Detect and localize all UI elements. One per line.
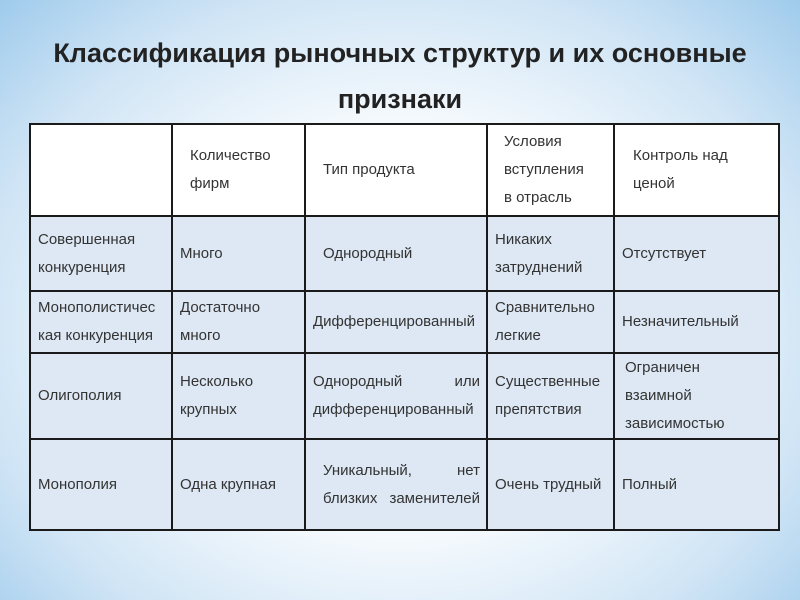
table-cell: Полный [614, 439, 779, 530]
table-cell: Ограничен взаимной зависимостью [614, 353, 779, 439]
table-cell: Дифференцированный [305, 291, 487, 353]
table-cell: Однородный [305, 216, 487, 291]
table-row [30, 353, 779, 439]
row-label: Совершенная конкуренция [30, 216, 172, 291]
table-cell: Уникальный, нет близких заменителей [305, 439, 487, 530]
table-cell: Много [172, 216, 305, 291]
table-cell: Никаких затруднений [487, 216, 614, 291]
header-cell-entry-conditions: Условия вступления в отрасль [487, 124, 614, 216]
table-row [30, 439, 779, 530]
title-line-1: Классификация рыночных структур и их основные [53, 38, 747, 68]
header-cell-firm-count: Количество фирм [172, 124, 305, 216]
title-line-2: признаки [337, 84, 463, 114]
table-cell: Очень трудный [487, 439, 614, 530]
header-cell-price-control: Контроль над ценой [614, 124, 779, 216]
table-cell: Несколько крупных [172, 353, 305, 439]
table-cell: Достаточно много [172, 291, 305, 353]
market-structures-table [29, 123, 780, 531]
table-cell: Однородный или дифференцированный [305, 353, 487, 439]
row-label: Монополия [30, 439, 172, 530]
table-cell: Отсутствует [614, 216, 779, 291]
page-title [0, 30, 800, 122]
table-cell: Существенные препятствия [487, 353, 614, 439]
table-header-row [30, 124, 779, 216]
row-label: Монополистическая конкуренция [30, 291, 172, 353]
table-row [30, 216, 779, 291]
table-row [30, 291, 779, 353]
row-label: Олигополия [30, 353, 172, 439]
header-cell-product-type: Тип продукта [305, 124, 487, 216]
table-cell: Сравнительно легкие [487, 291, 614, 353]
table-cell: Одна крупная [172, 439, 305, 530]
table-cell: Незначительный [614, 291, 779, 353]
header-cell-empty [30, 124, 172, 216]
